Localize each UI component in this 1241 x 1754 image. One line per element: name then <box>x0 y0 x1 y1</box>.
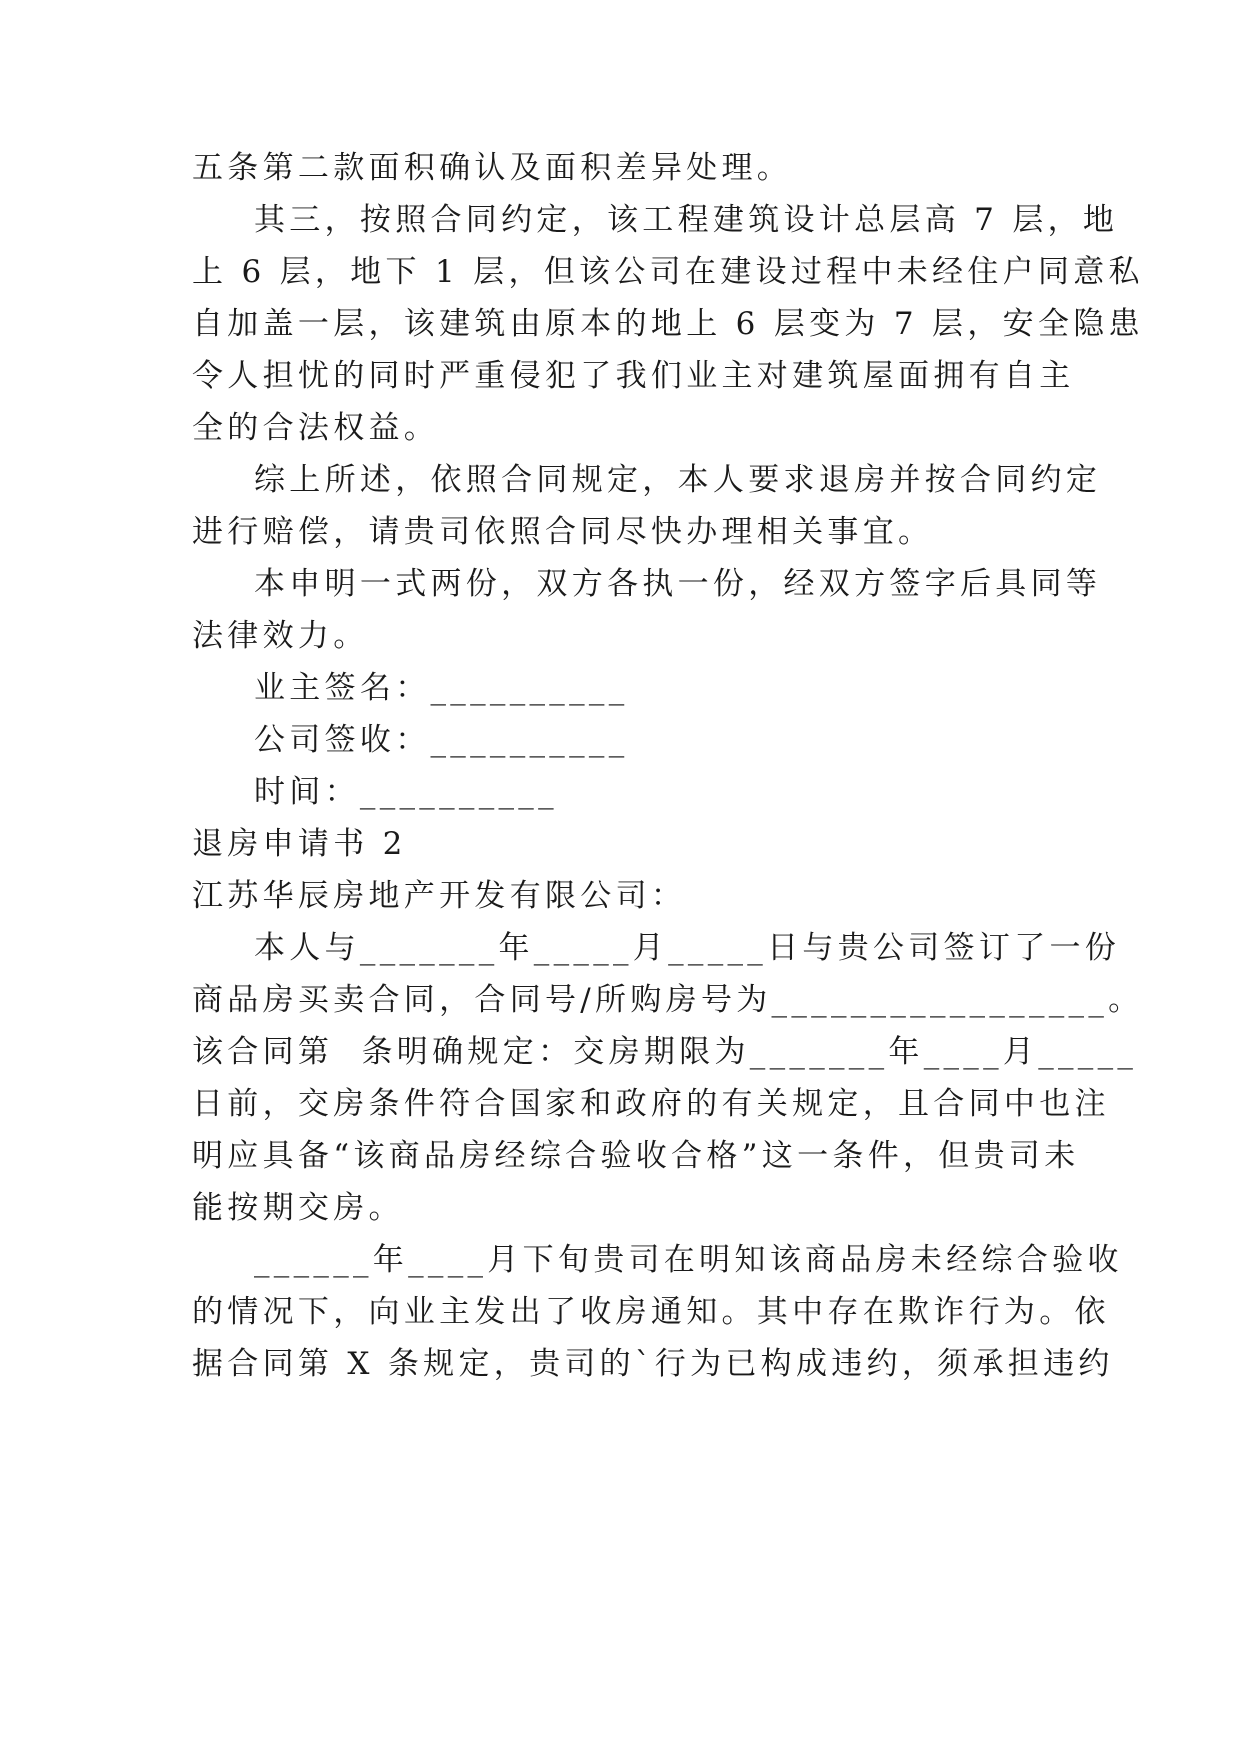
text-line: 五条第二款面积确认及面积差异处理。 <box>192 150 793 186</box>
text-line: 其三，按照合同约定，该工程建筑设计总层高 7 层，地 <box>254 202 1119 238</box>
text-line: 的情况下，向业主发出了收房通知。其中存在欺诈行为。依 <box>192 1294 1110 1330</box>
text-line: 商品房买卖合同，合同号/所购房号为_________________。 <box>192 982 1144 1018</box>
text-line: 法律效力。 <box>192 618 369 654</box>
text-line: 该合同第 条明确规定：交房期限为_______年____月_____ <box>192 1034 1138 1070</box>
text-line: 本申明一式两份，双方各执一份，经双方签字后具同等 <box>254 566 1102 602</box>
text-line: 综上所述，依照合同规定，本人要求退房并按合同约定 <box>254 462 1102 498</box>
text-line: 全的合法权益。 <box>192 410 440 446</box>
text-line: 据合同第 X 条规定，贵司的`行为已构成违约，须承担违约 <box>192 1346 1114 1382</box>
text-line: 能按期交房。 <box>192 1190 404 1226</box>
text-line: 本人与_______年_____月_____日与贵公司签订了一份 <box>254 930 1121 966</box>
addressee: 江苏华辰房地产开发有限公司： <box>192 878 687 914</box>
text-line: 日前，交房条件符合国家和政府的有关规定，且合同中也注 <box>192 1086 1110 1122</box>
owner-signature-line: 业主签名：__________ <box>254 670 629 706</box>
text-line: 明应具备“该商品房经综合验收合格”这一条件，但贵司未 <box>192 1138 1080 1174</box>
text-line: 令人担忧的同时严重侵犯了我们业主对建筑屋面拥有自主 <box>192 358 1075 394</box>
company-receipt-line: 公司签收：__________ <box>254 722 629 758</box>
date-line: 时间：__________ <box>254 774 558 810</box>
text-line: ______年____月下旬贵司在明知该商品房未经综合验收 <box>254 1242 1123 1278</box>
text-line: 进行赔偿，请贵司依照合同尽快办理相关事宜。 <box>192 514 934 550</box>
section-title: 退房申请书 2 <box>192 826 407 862</box>
text-line: 上 6 层，地下 1 层，但该公司在建设过程中未经住户同意私 <box>192 254 1144 290</box>
text-line: 自加盖一层，该建筑由原本的地上 6 层变为 7 层，安全隐患 <box>192 306 1144 342</box>
